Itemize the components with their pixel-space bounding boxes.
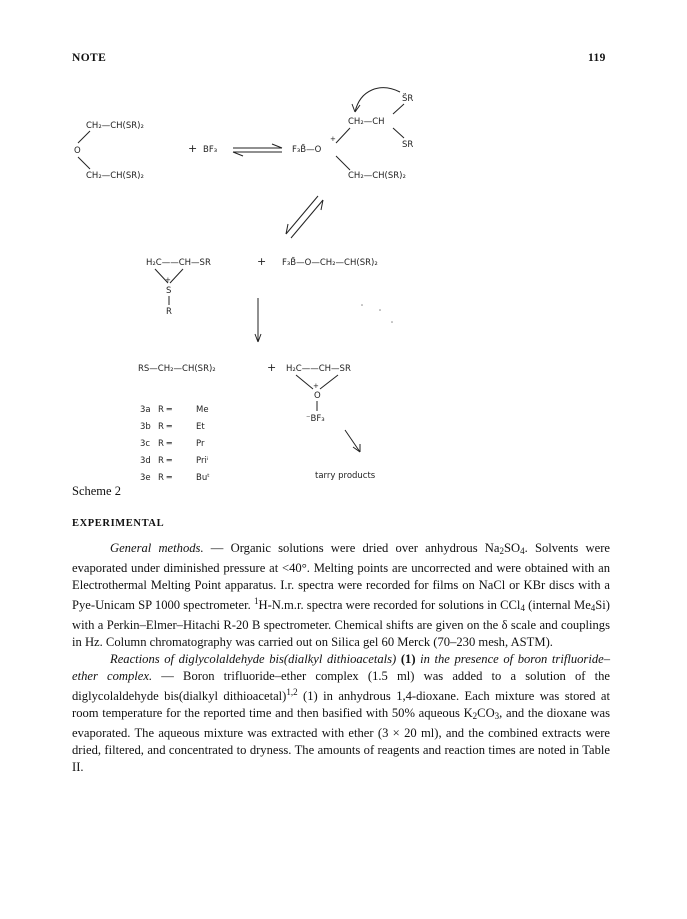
compound-id: 3c xyxy=(140,439,151,449)
plus-sign: + xyxy=(267,361,277,374)
eq-arrow-head xyxy=(272,144,282,148)
o-plus-charge: + xyxy=(330,135,336,143)
plus-sign: + xyxy=(257,255,267,268)
r-value: Pr xyxy=(196,439,205,449)
paragraph-heading: Reactions of diglycolaldehyde bis(dialkyl dithioacetals) xyxy=(110,651,397,666)
svg-text:R ═: R ═ xyxy=(158,422,172,432)
sr-right-label: SR xyxy=(402,140,414,150)
running-header: NOTE xyxy=(72,52,107,64)
epoxide-label: H₂C——CH—SR xyxy=(286,364,351,374)
rs-product-label: RS—CH₂—CH(SR)₂ xyxy=(138,364,216,374)
svg-text:R ═: R ═ xyxy=(158,439,172,449)
bond xyxy=(336,156,350,170)
r-value: Priⁱ xyxy=(196,456,209,466)
bond xyxy=(78,131,90,143)
speck xyxy=(391,321,393,323)
scheme-caption: Scheme 2 xyxy=(72,484,121,498)
arrow-head xyxy=(352,104,355,112)
sr-top-label: S̈R xyxy=(402,94,414,104)
svg-text:R ═: R ═ xyxy=(158,456,172,466)
ch2-top-label: CH₂—CH(SR)₂ xyxy=(86,121,144,131)
plus-sign: + xyxy=(188,142,198,155)
r-substituent-list xyxy=(140,405,210,483)
f3b-o-label: F₃B̄—O xyxy=(292,145,322,155)
bond xyxy=(78,157,90,169)
bf3-minus-label: ⁻BF₃ xyxy=(306,414,325,424)
bond xyxy=(296,375,313,389)
curved-electron-arrow xyxy=(355,88,400,112)
paragraph-reactions: Reactions of diglycolaldehyde bis(dialkyl dithioacetals) (1) in the presence of boron trifluoride–ether complex. — Boron trifluoride–ether complex (1.5 ml) was added to a solution of the diglycolaldehyde bis(dialkyl dithioacetal)$^{1,2}$ (1) in anhydrous 1,4-dioxane. Each mixture was stored at room temperature for the reported time and then basified with 50% aqueous $K_2CO_3$, and the dioxane was evaporated. The aqueous mixture was extracted with ether (3 × 20 ml), and the combined extracts were dried, filtered, and concentrated to dryness. The amounts of reagents and reaction times are noted in Table II. xyxy=(72,651,611,774)
tarry-products-label: tarry products xyxy=(315,471,376,481)
bond xyxy=(393,128,404,138)
bond xyxy=(170,269,183,283)
bf3-label: BF₃ xyxy=(203,145,218,155)
bond xyxy=(320,375,338,389)
compound-id: 3e xyxy=(140,473,151,483)
paragraph-general-methods: General methods. — Organic solutions were dried over anhydrous $Na_2SO_4$. Solvents were evaporated under diminished pressure at <40°. Melting points are uncorrected and were obtained with an Electrothermal Melting Point apparatus. I.r. spectra were recorded for films on NaCl or KBr discs with a Pye-Unicam SP 1000 spectrometer. $^1$H-N.m.r. spectra were recorded for solutions in CCl$_4$ (internal $Me_4Si$) with a Perkin–Elmer–Hitachi R-20 B spectrometer. Chemical shifts are given on the δ scale and couplings in Hz. Column chromatography was carried out on Silica gel 60 Merck (70–230 mesh, ASTM). xyxy=(72,541,610,649)
compound-id: 3b xyxy=(140,422,151,432)
speck xyxy=(379,309,381,311)
o-atom-label: O xyxy=(314,391,321,401)
svg-text:R ═: R ═ xyxy=(158,405,172,415)
ch2-ch-label: CH₂—CH xyxy=(348,117,385,127)
s-atom-label: S xyxy=(166,286,172,296)
speck xyxy=(361,304,363,306)
bond xyxy=(393,104,404,114)
page-number: 119 xyxy=(588,52,606,64)
diag-arrow-a xyxy=(286,196,318,234)
f3b-o-chain-label: F₃B̄—O—CH₂—CH(SR)₂ xyxy=(282,258,378,268)
ch2-bottom-label: CH₂—CH(SR)₂ xyxy=(86,171,144,181)
episulfonium-label: H₂C——CH—SR xyxy=(146,258,211,268)
paragraph-heading: General methods. xyxy=(110,541,204,555)
r-atom-label: R xyxy=(166,307,172,317)
r-value: Me xyxy=(196,405,209,415)
eq-arrow-head xyxy=(233,152,243,156)
section-title: EXPERIMENTAL xyxy=(72,518,165,529)
o-label: O xyxy=(74,146,81,156)
o-plus-charge: + xyxy=(313,382,319,390)
ch2-right-bottom-label: CH₂—CH(SR)₂ xyxy=(348,171,406,181)
reaction-arrow xyxy=(345,430,360,452)
diag-arrow-b xyxy=(291,200,323,238)
svg-text:R ═: R ═ xyxy=(158,473,172,483)
compound-id: 3a xyxy=(140,405,151,415)
r-value: Et xyxy=(196,422,205,432)
compound-id: 3d xyxy=(140,456,151,466)
s-plus-charge: + xyxy=(165,276,171,284)
bond xyxy=(336,128,350,143)
body-text xyxy=(72,540,610,775)
r-value: Buᵗ xyxy=(196,473,210,483)
